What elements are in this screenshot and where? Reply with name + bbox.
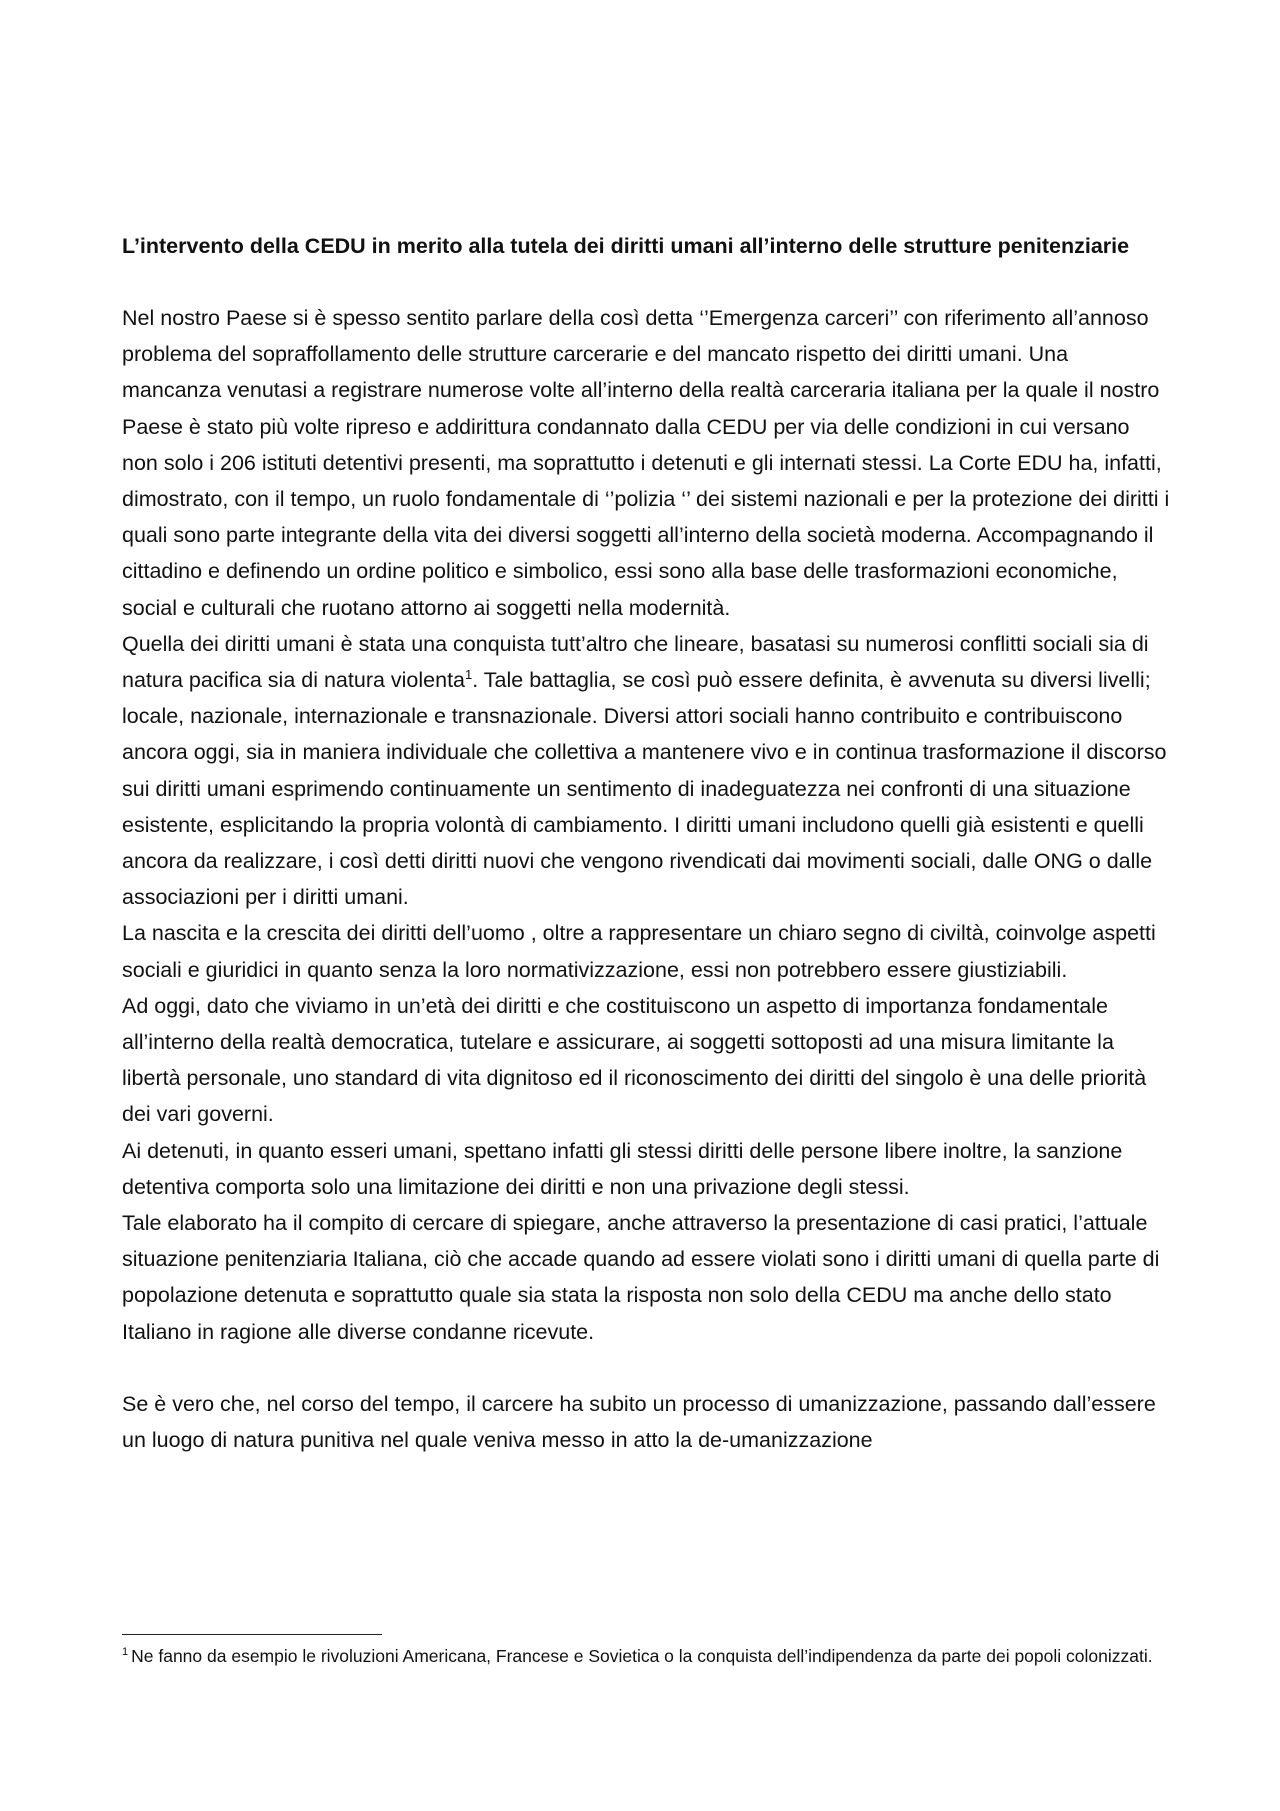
paragraph: La nascita e la crescita dei diritti dell’uomo , oltre a rappresentare un chiaro segno di civiltà, coinvolge aspetti sociali e giuridici in quanto senza la loro normativizzazione, essi non potrebbero essere giustiziabili. <box>122 921 1156 982</box>
paragraph-text: Quella dei diritti umani è stata una conquista tutt’altro che lineare, basatasi su numerosi conflitti sociali sia di natura pacifica sia di natura violenta <box>122 631 1149 693</box>
footnote-separator <box>122 1634 382 1635</box>
paragraph-text: . Tale battaglia, se così può essere definita, è avvenuta su diversi livelli; locale, nazionale, internazionale e transnazionale. Diversi attori sociali hanno contribuito e contribuiscono ancora oggi, sia in maniera individuale che collettiva a mantenere vivo e in continua trasformazione il discorso sui diritti umani esprimendo continuamente un sentimento di inadeguatezza nei confronti di una situazione esistente, esplicitando la propria volontà di cambiamento. I diritti umani includono quelli già esistenti e quelli ancora da realizzare, i così detti diritti nuovi che vengono rivendicati dai movimenti sociali, dalle ONG o dalle associazioni per i diritti umani. <box>122 668 1167 910</box>
document-title: L’intervento della CEDU in merito alla tutela dei diritti umani all’interno delle strutture penitenziarie <box>122 234 1130 258</box>
paragraph: Tale elaborato ha il compito di cercare di spiegare, anche attraverso la presentazione di casi pratici, l’attuale situazione penitenziaria Italiana, ciò che accade quando ad essere violati sono i diritti umani di quella parte di popolazione detenuta e soprattutto quale sia stata la risposta non solo della CEDU ma anche dello stato Italiano in ragione alle diverse condanne ricevute. <box>122 1211 1160 1344</box>
footnote <box>122 1643 1162 1670</box>
footnote-marker: 1 <box>122 1646 129 1659</box>
spacer <box>122 1350 1170 1386</box>
spacer <box>122 264 1170 300</box>
paragraph: Se è vero che, nel corso del tempo, il carcere ha subito un processo di umanizzazione, passando dall’essere un luogo di natura punitiva nel quale veniva messo in atto la de-umanizzazione <box>122 1391 1156 1453</box>
paragraph: Ai detenuti, in quanto esseri umani, spettano infatti gli stessi diritti delle persone libere inoltre, la sanzione detentiva comporta solo una limitazione dei diritti e non una privazione degli stessi. <box>122 1138 1123 1199</box>
paragraph: Ad oggi, dato che viviamo in un’età dei diritti e che costituiscono un aspetto di importanza fondamentale all’interno della realtà democratica, tutelare e assicurare, ai soggetti sottoposti ad una misura limitante la libertà personale, uno standard di vita dignitoso ed il riconoscimento dei diritti del singolo è una delle priorità dei vari governi. <box>122 993 1147 1127</box>
paragraph-with-footnote <box>122 626 1170 916</box>
document-body <box>122 228 1170 1458</box>
footnote-reference[interactable]: 1 <box>465 666 473 682</box>
paragraph: Nel nostro Paese si è spesso sentito parlare della così detta ‘’Emergenza carceri’’ con riferimento all’annoso problema del sopraffollamento delle strutture carcerarie e del mancato rispetto dei diritti umani. Una mancanza venutasi a registrare numerose volte all’interno della realtà carceraria italiana per la quale il nostro Paese è stato più volte ripreso e addirittura condannato dalla CEDU per via delle condizioni in cui versano non solo i 206 istituti detentivi presenti, ma soprattutto i detenuti e gli internati stessi. La Corte EDU ha, infatti, dimostrato, con il tempo, un ruolo fondamentale di ‘’polizia ‘’ dei sistemi nazionali e per la protezione dei diritti i quali sono parte integrante della vita dei diversi soggetti all’interno della società moderna. Accompagnando il cittadino e definendo un ordine politico e simbolico, essi sono alla base delle trasformazioni economiche, social e culturali che ruotano attorno ai soggetti nella modernità. <box>122 306 1170 620</box>
footnote-text: Ne fanno da esempio le rivoluzioni Americana, Francese e Sovietica o la conquista dell’indipendenza da parte dei popoli colonizzati. <box>131 1646 1153 1666</box>
